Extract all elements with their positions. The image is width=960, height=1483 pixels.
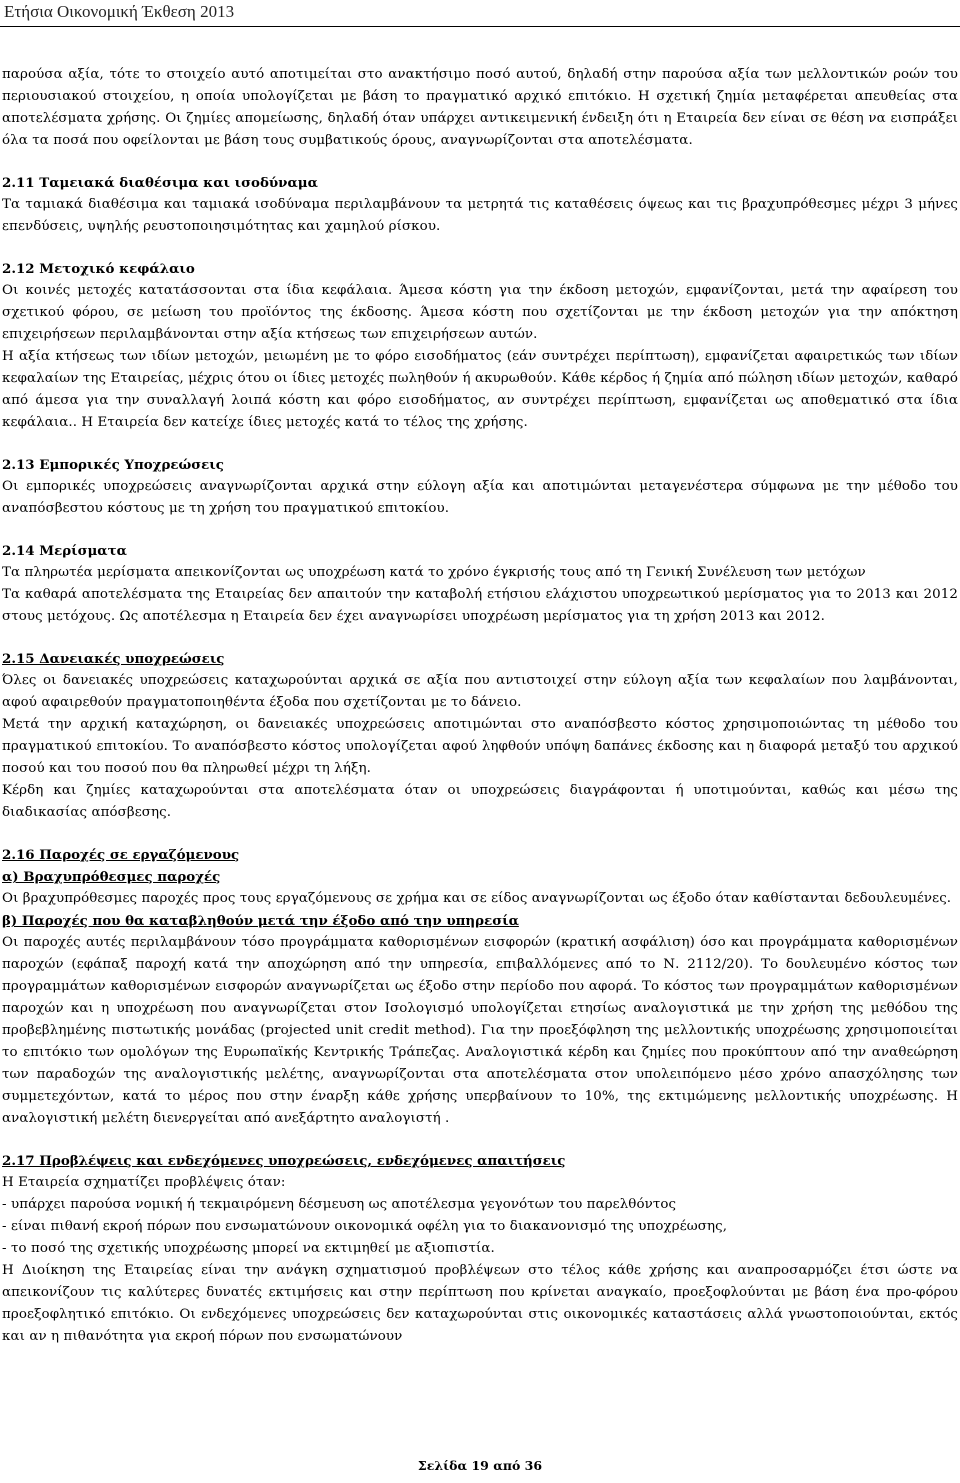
- section-2-11-title: 2.11 Ταμειακά διαθέσιμα και ισοδύναμα: [2, 175, 318, 191]
- section-2-12-paragraph-2: Η αξία κτήσεως των ιδίων μετοχών, μειωμένη με το φόρο εισοδήματος (εάν συντρέχει περίπτωση), εμφανίζεται αφαιρετικώς των ιδίων κεφαλαίων της Εταιρείας, μέχρις ότου οι ίδιες μετοχές πωληθούν ή ακυρωθούν. Κάθε κέρδος ή ζημία από πώληση ιδίων μετοχών, καθαρό από άμεσα για την συναλλαγή λοιπά κόστη και φόρο εισοδήματος, αν συντρέχει περίπτωση, εμφανίζεται ως αποθεματικό στα ίδια κεφάλαια.. Η Εταιρεία δεν κατείχε ίδιες μετοχές κατά το τέλος της χρήσης.: [2, 349, 958, 430]
- section-2-14-paragraph-2: Τα καθαρά αποτελέσματα της Εταιρείας δεν απαιτούν την καταβολή ετήσιου ελάχιστου υποχρεωτικού μερίσματος για το 2013 και 2012 στους μετόχους. Ως αποτέλεσμα η Εταιρεία δεν έχει αναγνωρίσει υποχρέωση μερίσματος για τη χρήση 2013 και 2012.: [2, 587, 958, 624]
- section-2-13-title: 2.13 Εμπορικές Υποχρεώσεις: [2, 457, 224, 473]
- section-2-13-paragraph: Οι εμπορικές υποχρεώσεις αναγνωρίζονται αρχικά στην εύλογη αξία και αποτιμώνται μεταγενέστερα σύμφωνα με την μέθοδο του αναπόσβεστου κόστους με τη χρήση του πραγματικού επιτοκίου.: [2, 479, 958, 516]
- section-2-16-subheading-a: α) Βραχυπρόθεσμες παροχές: [2, 869, 221, 885]
- section-2-15-paragraph-1: Όλες οι δανειακές υποχρεώσεις καταχωρούνται αρχικά σε αξία που αντιστοιχεί στην εύλογη αξία των κεφαλαίων που λαμβάνονται, αφού αφαιρεθούν πραγματοποιηθέντα έξοδα που σχετίζονται με το δάνειο.: [2, 673, 958, 710]
- section-2-17-bullet-3: - το ποσό της σχετικής υποχρέωσης μπορεί να εκτιμηθεί με αξιοπιστία.: [2, 1241, 495, 1256]
- section-2-14-paragraph-1: Τα πληρωτέα μερίσματα απεικονίζονται ως υποχρέωση κατά το χρόνο έγκρισής τους από τη Γενική Συνέλευση των μετόχων: [2, 565, 866, 580]
- intro-paragraph: παρούσα αξία, τότε το στοιχείο αυτό αποτιμείται στο ανακτήσιμο ποσό αυτού, δηλαδή στην παρούσα αξία των μελλοντικών ροών του περιουσιακού στοιχείου, η οποία υπολογίζεται με βάση το πραγματικό αρχικό επιτόκιο. Η σχετική ζημία μεταφέρεται απευθείας στα αποτελέσματα χρήσης. Οι ζημίες απομείωσης, δηλαδή όταν υπάρχει αντικειμενική ένδειξη ότι η Εταιρεία δεν είναι σε θέση να εισπράξει όλα τα ποσά που οφείλονται με βάση τους συμβατικούς όρους, αναγνωρίζονται στα αποτελέσματα.: [2, 67, 958, 148]
- document-body: [2, 64, 958, 1348]
- section-2-17-bullet-2: - είναι πιθανή εκροή πόρων που ενσωματώνουν οικονομικά οφέλη για τo διακανονισμό της υποχρέωσης,: [2, 1219, 728, 1234]
- section-2-16-paragraph-a: Οι βραχυπρόθεσμες παροχές προς τους εργαζόμενους σε χρήμα και σε είδος αναγνωρίζονται ως έξοδο όταν καθίστανται δεδουλευμένες.: [2, 891, 952, 906]
- header-rule: [0, 26, 960, 27]
- section-2-17-bullet-1: - υπάρχει παρούσα νομική ή τεκμαιρόμενη δέσμευση ως αποτέλεσμα γεγονότων του παρελθόντος: [2, 1197, 677, 1212]
- section-2-12-title: 2.12 Μετοχικό κεφάλαιο: [2, 261, 195, 277]
- section-2-15-title: 2.15 Δανειακές υποχρεώσεις: [2, 651, 225, 667]
- section-2-12-paragraph-1: Οι κοινές μετοχές κατατάσσονται στα ίδια κεφάλαια. Άμεσα κόστη για την έκδοση μετοχών, εμφανίζονται, μετά την αφαίρεση του σχετικού φόρου, σε μείωση του προϊόντος της έκδοσης. Άμεσα κόστη που σχετίζονται με την έκδοση μετοχών για την απόκτηση επιχειρήσεων περιλαμβάνονται στην αξία κτήσεως των επιχειρήσεων αυτών.: [2, 283, 958, 342]
- page-number-footer: Σελίδα 19 από 36: [417, 1458, 543, 1473]
- section-2-17-title: 2.17 Προβλέψεις και ενδεχόμενες υποχρεώσεις, ενδεχόμενες απαιτήσεις: [2, 1153, 566, 1169]
- section-2-17-intro: Η Εταιρεία σχηματίζει προβλέψεις όταν:: [2, 1175, 286, 1190]
- section-2-11-paragraph: Τα ταμιακά διαθέσιμα και ταμιακά ισοδύναμα περιλαμβάνουν τα μετρητά τις καταθέσεις όψεως και τις βραχυπρόθεσμες μέχρι 3 μήνες επενδύσεις, υψηλής ρευστοποιησιμότητας και χαμηλού ρίσκου.: [2, 197, 958, 234]
- section-2-16-subheading-b: β) Παροχές που θα καταβληθούν μετά την έξοδο από την υπηρεσία: [2, 913, 519, 929]
- section-2-16-paragraph-b: Οι παροχές αυτές περιλαμβάνουν τόσο προγράμματα καθορισμένων εισφορών (κρατική ασφάλιση) όσο και προγράμματα καθορισμένων παροχών (εφάπαξ παροχή κατά την αποχώρηση από την υπηρεσία, επιβαλλόμενες από το Ν. 2112/20). Το δουλευμένο κόστος των προγραμμάτων καθορισμένων εισφορών αναγνωρίζεται ως έξοδο στην περίοδο που αφορά. Το κόστος των προγραμμάτων καθορισμένων παροχών και η υποχρέωση που αναγνωρίζεται στον Ισολογισμό υπολογίζεται ετησίως αναλογιστικά με την χρήση της μεθόδου της προβεβλημένης πιστωτικής μονάδας (projected unit credit method). Για την προεξόφληση της μελλοντικής υποχρέωσης χρησιμοποιείται το επιτόκιο των ομολόγων της Ευρωπαϊκής Κεντρικής Τράπεζας. Αναλογιστικά κέρδη και ζημίες που προκύπτουν από την αναθεώρηση των παραδοχών της αναλογιστικής μελέτης, αναγνωρίζονται στα αποτελέσματα στον υπολειπόμενο μέσο χρόνο απασχόλησης των συμμετεχόντων, κατά το μέρος που στην έναρξη κάθε χρήσης υπερβαίνουν το 10%, της εκτιμώμενης μελλοντικής υποχρέωσης. Η αναλογιστική μελέτη διενεργείται από ανεξάρτητο αναλογιστή .: [2, 935, 958, 1126]
- running-header-title: Ετήσια Οικονομική Έκθεση 2013: [4, 2, 235, 21]
- section-2-15-paragraph-2: Μετά την αρχική καταχώρηση, οι δανειακές υποχρεώσεις αποτιμώνται στο αναπόσβεστο κόστος χρησιμοποιώντας τη μέθοδο του πραγματικού επιτοκίου. Το αναπόσβεστο κόστος υπολογίζεται αφού ληφθούν υπόψη δαπάνες έκδοσης και η διαφορά μεταξύ του αρχικού ποσού και του ποσού που θα πληρωθεί μέχρι τη λήξη.: [2, 717, 958, 776]
- section-2-17-paragraph: Η Διοίκηση της Εταιρείας είναι την ανάγκη σχηματισμού προβλέψεων στο τέλος κάθε χρήσης και αναπροσαρμόζει έτσι ώστε να απεικονίζουν τις καλύτερες δυνατές εκτιμήσεις και στην περίπτωση που κρίνεται αναγκαίο, προεξοφλούνται με βάση ένα προ-φόρου προεξοφλητικό επιτόκιο. Οι ενδεχόμενες υποχρεώσεις δεν καταχωρούνται στις οικονομικές καταστάσεις αλλά γνωστοποιούνται, εκτός και αν η πιθανότητα για εκροή πόρων που ενσωματώνουν: [2, 1263, 958, 1344]
- section-2-14-title: 2.14 Μερίσματα: [2, 543, 127, 559]
- section-2-16-title: 2.16 Παροχές σε εργαζόμενους: [2, 847, 240, 863]
- section-2-15-paragraph-3: Κέρδη και ζημίες καταχωρούνται στα αποτελέσματα όταν οι υποχρεώσεις διαγράφονται ή υποτιμούνται, καθώς και μέσω της διαδικασίας απόσβεσης.: [2, 783, 958, 820]
